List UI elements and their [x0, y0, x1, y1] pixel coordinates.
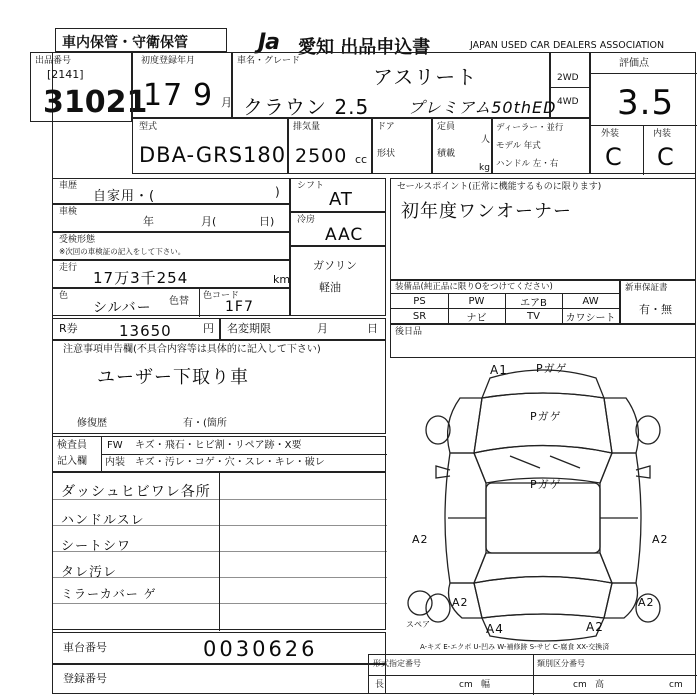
doors-label: ドア: [377, 122, 395, 132]
logo-mark: Ja: [258, 30, 280, 55]
nameplate-day: 日: [367, 322, 378, 335]
equip-leather: カワシート: [565, 313, 616, 324]
model-box: [232, 52, 557, 119]
inspection-year: 年: [143, 215, 154, 228]
lot-sub-number: [2141]: [47, 68, 84, 81]
color-label: 色: [59, 291, 69, 301]
footer-form-label: 形式指定番号: [373, 659, 421, 668]
equip-pw: PW: [468, 295, 485, 307]
note-line-5: ミラーカバー ゲ: [61, 587, 157, 601]
storage-label: 車内保管・守衛保管: [62, 35, 188, 51]
displacement-value: 2500: [295, 145, 348, 167]
shift-label: シフト: [297, 181, 325, 191]
spare-label: スペア: [406, 620, 430, 629]
aircon-box: [290, 212, 386, 246]
registration-month: 9: [193, 78, 214, 113]
drive-box: [550, 52, 590, 118]
equip-aw: AW: [582, 295, 599, 307]
registration-month-unit: 月: [221, 96, 232, 109]
rating-label: 評価点: [619, 58, 649, 69]
recycle-value: 13650: [119, 322, 172, 340]
new-car-options: 有・無: [639, 303, 672, 316]
drive-4wd: 4WD: [557, 97, 579, 107]
inspector-fw-text: キズ・飛石・ヒビ割・リペア跡・X要: [135, 440, 302, 451]
color-code-label: 色コード: [203, 291, 240, 301]
type-value: DBA-GRS180: [139, 143, 287, 167]
footer-length-label: 長: [375, 680, 385, 690]
form-title: 愛知 出品申込書: [298, 37, 431, 58]
recycle-label: R券: [59, 322, 78, 335]
car-number-value: 0030626: [203, 637, 318, 661]
equip-navi: ナビ: [466, 313, 487, 324]
load-label: 積載: [437, 149, 456, 159]
footer-height-label: 高: [595, 680, 605, 690]
mark-a2-4: A2: [638, 596, 655, 609]
inspector-label1: 検査員: [57, 440, 87, 451]
equip-sr: SR: [412, 311, 427, 322]
handwritten-notes-area: [52, 472, 386, 630]
registration-label: 初度登録年月: [141, 56, 196, 66]
usage-box: [52, 178, 290, 204]
aircon-value: AAC: [325, 225, 364, 245]
note-line-4: タレ汚レ: [61, 565, 118, 580]
sales-point-value: 初年度ワンオーナー: [401, 201, 572, 222]
note-line-3: シートシワ: [61, 539, 132, 554]
color-value: シルバー: [93, 300, 152, 316]
mileage-unit: km: [273, 273, 291, 286]
inspector-label2: 記入欄: [57, 456, 87, 467]
mark-a2-2: A2: [652, 533, 669, 546]
type-box: [132, 118, 288, 174]
storage-label-box: [55, 28, 227, 52]
displacement-box: [288, 118, 372, 174]
model-name: クラウン 2.5: [243, 95, 370, 119]
nameplate-month: 月: [317, 322, 328, 335]
note-line-1: ダッシュヒビワレ各所: [61, 484, 211, 500]
notes-label: 注意事項申告欄(不具合内容等は具体的に記入して下さい): [63, 344, 321, 355]
fuel-gasoline: ガソリン: [313, 259, 357, 272]
equip-ps: PS: [413, 295, 426, 307]
recycle-unit: 円: [203, 322, 214, 335]
rating-ext-value: C: [605, 143, 623, 171]
lot-number: 31021: [43, 85, 148, 120]
mark-a1: A1: [490, 363, 508, 377]
repair-label: 修復歴: [77, 418, 107, 429]
load-unit: kg: [479, 163, 490, 173]
mileage-label: 走行: [59, 263, 78, 273]
mark-a2-3: A2: [452, 596, 469, 609]
recycle-box: [52, 318, 220, 340]
shape-label: 形状: [377, 149, 396, 159]
model-year-label: モデル 年式: [496, 141, 541, 151]
new-car-box: [620, 280, 696, 324]
footer-length-unit: cm: [459, 680, 473, 690]
capacity-box: [432, 118, 492, 174]
lot-label: 出品番号: [35, 56, 72, 66]
inspector-box: [52, 436, 386, 472]
after-label: 後日品: [395, 327, 423, 337]
mark-a2-1: A2: [412, 533, 429, 546]
recept-label: 受検形態: [59, 235, 96, 245]
doors-box: [372, 118, 432, 174]
notes-value: ユーザー下取り車: [97, 367, 249, 388]
capacity-label: 定員: [437, 122, 456, 132]
equipment-box: [390, 280, 620, 324]
mark-a4: A4: [486, 622, 504, 636]
footer-height-unit: cm: [669, 680, 683, 690]
car-damage-diagram: [390, 358, 696, 650]
shift-box: [290, 178, 386, 212]
registration-year: 17: [143, 78, 184, 113]
equipment-label: 装備品(純正品に限りOをつけてください): [395, 282, 553, 292]
capacity-unit: 人: [481, 135, 491, 145]
equip-tv: TV: [527, 311, 540, 322]
car-number-label: 車台番号: [63, 641, 107, 654]
type-label: 型式: [139, 122, 158, 132]
model-grade: アスリート: [373, 65, 478, 89]
usage-value: 自家用・(: [93, 189, 156, 204]
rating-value: 3.5: [617, 83, 675, 123]
model-label: 車名・グレード: [237, 56, 301, 66]
recept-box: [52, 232, 290, 260]
dealer-label: ディーラー・並行: [496, 123, 564, 133]
usage-label: 車歴: [59, 181, 78, 191]
diagram-legend: A-キズ E-エクボ U-凹み W-補修跡 S-サビ C-腐食 XX-交換済: [420, 643, 610, 651]
color-code-value: 1F7: [225, 299, 254, 315]
inspection-month: 月(: [201, 215, 217, 228]
model-grade2: プレミアム50thED: [408, 98, 557, 117]
note-line-2: ハンドルスレ: [61, 513, 145, 528]
mileage-box: [52, 260, 290, 288]
displacement-label: 排気量: [293, 122, 321, 132]
mark-pgage-2: Pガゲ: [530, 410, 562, 423]
footer-width-label: 幅: [481, 680, 491, 690]
fuel-diesel: 軽油: [319, 281, 341, 294]
mark-pgage-3: Pガゲ: [530, 478, 562, 491]
rating-ext-label: 外装: [601, 129, 620, 139]
inspector-fw: FW: [107, 440, 123, 451]
displacement-unit: cc: [355, 153, 368, 166]
footer-box: [368, 654, 696, 694]
color-box: [52, 288, 290, 316]
repair-value: 有・(箇所: [183, 418, 227, 429]
color-change-label: 色替: [169, 296, 189, 307]
inspector-inner: 内装: [105, 457, 125, 468]
mark-pgage-1: Pガゲ: [536, 362, 568, 375]
aircon-label: 冷房: [297, 215, 316, 225]
reg-number-box: [52, 664, 386, 694]
notes-box: [52, 340, 386, 434]
footer-class-label: 類別区分番号: [537, 659, 585, 668]
rating-int-label: 内装: [653, 129, 672, 139]
equip-airbag: エアB: [520, 297, 547, 309]
fuel-box: [290, 246, 386, 316]
drive-2wd: 2WD: [557, 73, 579, 83]
usage-close: ): [275, 185, 280, 199]
mark-a2-5: A2: [586, 620, 604, 634]
shift-value: AT: [329, 189, 353, 210]
inspection-day: 日): [259, 215, 275, 228]
sales-point-label: セールスポイント(正常に機能するものに限ります): [397, 182, 602, 192]
after-box: [390, 324, 696, 358]
rating-box: [590, 52, 696, 174]
association-name: JAPAN USED CAR DEALERS ASSOCIATION: [470, 40, 665, 51]
inspection-box: [52, 204, 290, 232]
sales-point-box: [390, 178, 696, 280]
lot-box: [30, 52, 148, 122]
nameplate-box: [220, 318, 386, 340]
rating-int-value: C: [657, 143, 675, 171]
mileage-value: 17万3千254: [93, 269, 189, 287]
dealer-box: [492, 118, 590, 174]
footer-width-unit: cm: [573, 680, 587, 690]
inspection-label: 車検: [59, 207, 78, 217]
recept-note: ※次回の車検証の記入をして下さい。: [59, 247, 186, 256]
inspector-inner-text: キズ・汚レ・コゲ・穴・スレ・キレ・破レ: [135, 457, 325, 468]
handle-label: ハンドル 左・右: [496, 159, 559, 169]
car-number-box: [52, 632, 386, 664]
registration-box: [132, 52, 232, 118]
new-car-label: 新車保証書: [625, 283, 668, 293]
reg-number-label: 登録番号: [63, 672, 107, 685]
nameplate-label: 名変期限: [227, 322, 271, 335]
